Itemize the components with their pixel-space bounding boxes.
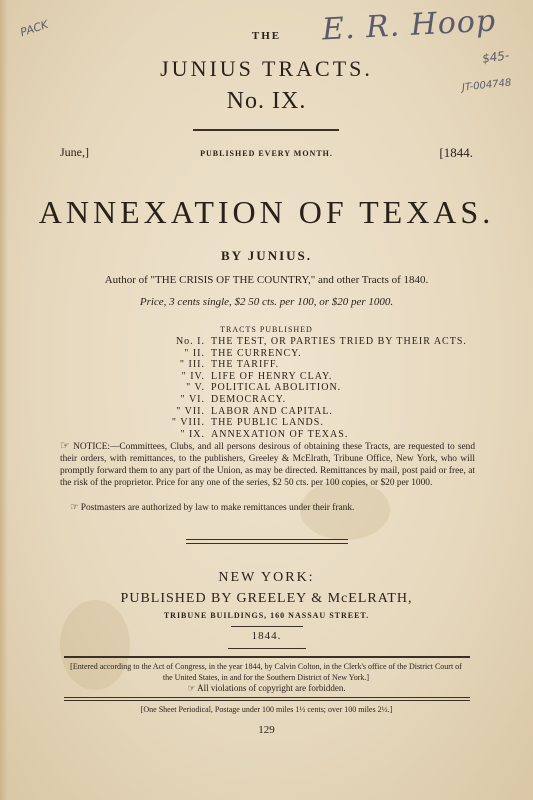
list-item: " VI. DEMOCRACY. [180,393,287,405]
pointing-hand-icon: ☞ [60,440,70,452]
list-item: " IV. LIFE OF HENRY CLAY. [181,370,333,382]
imprint-city: NEW YORK: [218,570,315,585]
price-line: Price, 3 cents single, $2 50 cts. per 100, or $20 per 1000. [139,296,394,308]
divider [186,543,348,544]
paper-edge [0,0,8,800]
pack-note: PACK [18,17,50,40]
divider [231,626,303,627]
main-title: ANNEXATION OF TEXAS. [38,194,495,230]
divider [64,697,470,698]
copyright-entry: [Entered according to the Act of Congress, in the year 1844, by Calvin Colton, in the Clerk's office of the District Court of the United States, in and for the Southern District of New York.] [70,662,462,682]
divider [193,129,339,131]
list-item: " V. POLITICAL ABOLITION. [186,382,342,394]
list-item: No. I. THE TEST, OR PARTIES TRIED BY THEIR ACTS. [175,336,467,347]
publication-frequency: PUBLISHED EVERY MONTH. [200,149,333,158]
byline: BY JUNIUS. [220,248,313,263]
price-note: $45- [481,48,511,66]
author-line: Author of "THE CRISIS OF THE COUNTRY," and other Tracts of 1840. [104,274,429,286]
page-number: 129 [258,724,275,736]
list-item: " III. THE TARIFF. [179,359,280,371]
divider [228,648,306,649]
imprint-year: 1844. [251,630,282,642]
owner-signature: E. R. Hoop [321,3,497,48]
postmasters-note: ☞ Postmasters are authorized by law to make remittances under their frank. [70,503,355,513]
pointing-hand-icon: ☞ [187,683,198,693]
divider [64,700,470,701]
date-month: June,] [60,145,89,159]
imprint-publisher: PUBLISHED BY GREELEY & McELRATH, [120,591,413,606]
list-item: " IX. ANNEXATION OF TEXAS. [180,428,349,440]
header-the: THE [251,30,282,42]
series-title: JUNIUS TRACTS. [160,56,373,81]
copyright-warning: ☞ All violations of copyright are forbidden. [187,683,346,693]
notice-paragraph [60,440,475,489]
tracts-heading: TRACTS PUBLISHED [220,325,313,334]
inventory-code: JT-004748 [461,77,512,94]
postage-note: [One Sheet Periodical, Postage under 100 miles 1½ cents; over 100 miles 2½.] [140,705,393,714]
list-item: " II. THE CURRENCY. [184,347,302,359]
pointing-hand-icon: ☞ [70,503,79,513]
date-year: [1844. [439,145,473,160]
notice-text: NOTICE:—Committees, Clubs, and all persons desirous of obtaining these Tracts, are requested to send their orders, with remittances, to the publishers, Greeley & McElrath, Tribune Office, New York, who will promptly forward them to any part of the Union, as may be directed. Remittances by mail, post paid or free, at the risk of the proprietor. Price for any one of the series, $2 50 cts. per 100 copies, or $20 per 1000. [60,442,476,488]
list-item: " VII. LABOR AND CAPITAL. [176,405,333,417]
divider [64,656,470,658]
divider [186,539,348,540]
list-item: " VIII. THE PUBLIC LANDS. [171,417,324,429]
imprint-address: TRIBUNE BUILDINGS, 160 NASSAU STREET. [163,611,370,620]
issue-number: No. IX. [226,88,307,114]
tracts-list [165,336,467,440]
